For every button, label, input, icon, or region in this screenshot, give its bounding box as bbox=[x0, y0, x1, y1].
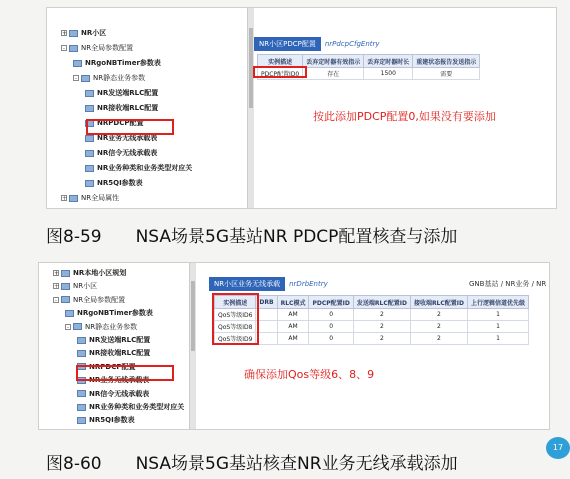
table-cell: 2 bbox=[353, 321, 410, 333]
fig2-tree-item[interactable] bbox=[53, 266, 126, 280]
table-cell: 2 bbox=[353, 309, 410, 321]
tree-item-label: NR业务种类和业务类型对应关 bbox=[97, 164, 193, 172]
fig1-tabbar bbox=[254, 37, 380, 51]
table-cell: 0 bbox=[309, 309, 353, 321]
table-icon bbox=[61, 270, 70, 277]
fig1-tree-item[interactable] bbox=[85, 161, 192, 175]
table-cell: 0 bbox=[309, 333, 353, 345]
fig1-tree-item[interactable] bbox=[61, 26, 106, 40]
table-cell: 存在 bbox=[303, 68, 364, 80]
table-icon bbox=[77, 350, 86, 357]
fig1-nav-tree bbox=[55, 8, 250, 208]
fig1-annotation: 按此添加PDCP配置0,如果没有要添加 bbox=[313, 110, 496, 123]
expand-toggle-icon[interactable]: - bbox=[62, 45, 66, 52]
table-icon bbox=[69, 195, 78, 202]
tree-item-label: NR接收端RLC配置 bbox=[97, 104, 159, 112]
fig1-screenshot bbox=[46, 7, 557, 209]
table-cell bbox=[256, 309, 277, 321]
fig2-caption-text: NSA场景5G基站核查NR业务无线承载添加 bbox=[135, 454, 458, 474]
expand-toggle-icon[interactable]: + bbox=[54, 283, 60, 291]
expand-toggle-icon[interactable]: - bbox=[74, 75, 78, 82]
fig2-tree-item[interactable] bbox=[77, 413, 135, 427]
fig1-caption-text: NSA场景5G基站NR PDCP配置核查与添加 bbox=[135, 227, 458, 247]
fig2-highlight-drb-tree bbox=[76, 365, 174, 381]
table-cell: 需要 bbox=[413, 68, 480, 80]
column-header[interactable]: 实例描述 bbox=[215, 296, 256, 309]
table-cell bbox=[256, 333, 277, 345]
fig1-tree-item[interactable] bbox=[61, 191, 119, 205]
tree-item-label: NRPDCP配置 bbox=[89, 362, 136, 371]
table-cell: QoS等级ID9 bbox=[215, 333, 256, 345]
fig1-tree-item[interactable] bbox=[85, 146, 157, 160]
expand-toggle-icon[interactable]: - bbox=[66, 323, 70, 331]
fig1-tree-item[interactable] bbox=[85, 101, 158, 115]
tree-item-label: NR信令无线承载表 bbox=[89, 389, 150, 398]
fig2-tree-scrollbar[interactable] bbox=[189, 263, 196, 429]
fig2-tree-item[interactable] bbox=[65, 320, 137, 334]
table-icon bbox=[81, 75, 90, 82]
table-cell: 2 bbox=[353, 333, 410, 345]
column-header[interactable]: RLC模式 bbox=[277, 296, 309, 309]
tree-item-label: NR本地小区规划 bbox=[73, 269, 127, 277]
table-cell: QoS等级ID8 bbox=[215, 321, 256, 333]
table-icon bbox=[77, 417, 86, 424]
fig1-tree-item[interactable] bbox=[61, 41, 133, 55]
table-icon bbox=[65, 310, 74, 317]
table-cell: 2 bbox=[410, 309, 467, 321]
column-header[interactable]: 丢弃定时器时长 bbox=[364, 55, 413, 68]
fig1-highlight-pdcp-row bbox=[253, 66, 307, 78]
tree-item-label: NR信令无线承载表 bbox=[97, 149, 158, 157]
fig1-tree-item[interactable] bbox=[73, 71, 145, 85]
fig2-breadcrumb: GNB基站 / NR业务 / NR bbox=[469, 280, 547, 288]
table-row[interactable] bbox=[215, 321, 529, 333]
table-row[interactable] bbox=[215, 309, 529, 321]
column-header[interactable]: PDCP配置ID bbox=[309, 296, 353, 309]
table-icon bbox=[73, 323, 82, 330]
tree-item-label: NR发送端RLC配置 bbox=[97, 89, 159, 97]
column-header[interactable]: 发送端RLC配置ID bbox=[353, 296, 410, 309]
table-cell: PDCP配置ID0 bbox=[258, 68, 303, 80]
fig2-tabbar bbox=[209, 277, 328, 291]
fig1-tree-scrollbar[interactable] bbox=[247, 8, 254, 208]
table-icon bbox=[69, 30, 78, 37]
tree-item-label: NR业务无线承载表 bbox=[97, 134, 158, 142]
tree-item-label: NR全局属性 bbox=[81, 194, 120, 202]
fig2-entry-title: nrDrbEntry bbox=[289, 280, 328, 288]
fig2-highlight-qos-rows bbox=[212, 293, 259, 345]
table-cell: QoS等级ID6 bbox=[215, 309, 256, 321]
table-cell: 1500 bbox=[364, 68, 413, 80]
fig2-tree-item[interactable] bbox=[77, 400, 184, 414]
tree-item-label: NR小区 bbox=[73, 282, 98, 291]
fig1-tree-item[interactable] bbox=[73, 56, 161, 70]
tree-item-label: NRPDCP配置 bbox=[97, 119, 144, 127]
tree-item-label: NRgoNBTimer参数表 bbox=[77, 309, 153, 318]
tree-item-label: NR业务种类和业务类型对应关 bbox=[89, 403, 185, 411]
fig1-tree-item[interactable] bbox=[85, 86, 158, 100]
tree-item-label: NR静态业务参数 bbox=[85, 322, 138, 331]
tree-item-label: NR全局参数配置 bbox=[73, 295, 126, 304]
fig2-tree-item[interactable] bbox=[77, 346, 150, 360]
table-cell: AM bbox=[277, 309, 309, 321]
fig1-tree-item[interactable] bbox=[85, 176, 143, 190]
table-icon bbox=[85, 165, 94, 172]
table-icon bbox=[85, 90, 94, 97]
fig2-tab[interactable]: NR小区业务无线承载 bbox=[209, 277, 285, 291]
table-icon bbox=[77, 337, 86, 344]
fig1-caption bbox=[46, 222, 457, 247]
fig1-entry-title: nrPdcpCfgEntry bbox=[324, 40, 380, 48]
table-cell: 1 bbox=[468, 321, 529, 333]
fig2-tree-scroll-thumb[interactable] bbox=[191, 281, 195, 351]
table-icon bbox=[73, 60, 82, 67]
expand-toggle-icon[interactable]: + bbox=[62, 30, 68, 37]
expand-toggle-icon[interactable]: + bbox=[62, 195, 68, 202]
table-cell: 2 bbox=[410, 321, 467, 333]
fig1-highlight-pdcp-tree bbox=[86, 119, 174, 135]
tree-item-label: NR静态业务参数 bbox=[93, 74, 146, 82]
table-icon bbox=[85, 135, 94, 142]
fig2-table bbox=[214, 295, 529, 345]
fig2-annotation: 确保添加Qos等级6、8、9 bbox=[244, 368, 375, 381]
table-icon bbox=[69, 45, 78, 52]
tree-item-label: NR接收端RLC配置 bbox=[89, 349, 151, 358]
page-number-badge: 17 bbox=[546, 437, 570, 459]
tree-item-label: NR业务无线承载表 bbox=[89, 376, 150, 385]
column-header[interactable]: 接收端RLC配置ID bbox=[410, 296, 467, 309]
table-icon bbox=[85, 105, 94, 112]
expand-toggle-icon[interactable]: + bbox=[54, 270, 60, 277]
column-header[interactable]: 丢弃定时器有效指示 bbox=[303, 55, 364, 68]
fig2-tree-item[interactable] bbox=[53, 293, 125, 307]
fig1-tab[interactable]: NR小区PDCP配置 bbox=[254, 37, 321, 51]
table-cell: 1 bbox=[468, 309, 529, 321]
table-icon bbox=[85, 180, 94, 187]
fig2-tree-item[interactable] bbox=[77, 387, 149, 401]
table-cell: 2 bbox=[410, 333, 467, 345]
table-icon bbox=[61, 296, 70, 303]
column-header[interactable]: 实例描述 bbox=[258, 55, 303, 68]
table-row[interactable] bbox=[215, 333, 529, 345]
tree-item-label: NR全局参数配置 bbox=[81, 44, 134, 52]
tree-item-label: NRgoNBTimer参数表 bbox=[85, 59, 161, 67]
table-cell: AM bbox=[277, 321, 309, 333]
fig2-screenshot bbox=[38, 262, 550, 430]
tree-item-label: NR5QI参数表 bbox=[97, 179, 143, 187]
fig2-tree-item[interactable] bbox=[53, 279, 97, 293]
table-icon bbox=[61, 283, 70, 290]
fig2-nav-tree bbox=[47, 263, 197, 429]
tree-item-label: NR发送端RLC配置 bbox=[89, 336, 151, 344]
table-icon bbox=[85, 150, 94, 157]
table-cell bbox=[256, 321, 277, 333]
fig2-tree-item[interactable] bbox=[77, 333, 150, 347]
table-cell: 1 bbox=[468, 333, 529, 345]
fig1-caption-number: 图8-59 bbox=[46, 227, 102, 247]
fig2-caption-number: 图8-60 bbox=[46, 454, 102, 474]
column-header[interactable]: DRB bbox=[256, 296, 277, 309]
column-header[interactable]: 上行逻辑信道优先级 bbox=[468, 296, 529, 309]
tree-item-label: NR5QI参数表 bbox=[89, 416, 135, 425]
expand-toggle-icon[interactable]: - bbox=[54, 296, 58, 304]
fig2-caption bbox=[46, 449, 458, 474]
table-cell: 0 bbox=[309, 321, 353, 333]
tree-item-label: NR小区 bbox=[81, 29, 107, 37]
column-header[interactable]: 重建状态报告发送指示 bbox=[413, 55, 480, 68]
table-cell: AM bbox=[277, 333, 309, 345]
table-icon bbox=[77, 390, 86, 397]
fig2-tree-item[interactable] bbox=[65, 306, 153, 320]
table-icon bbox=[77, 404, 86, 411]
